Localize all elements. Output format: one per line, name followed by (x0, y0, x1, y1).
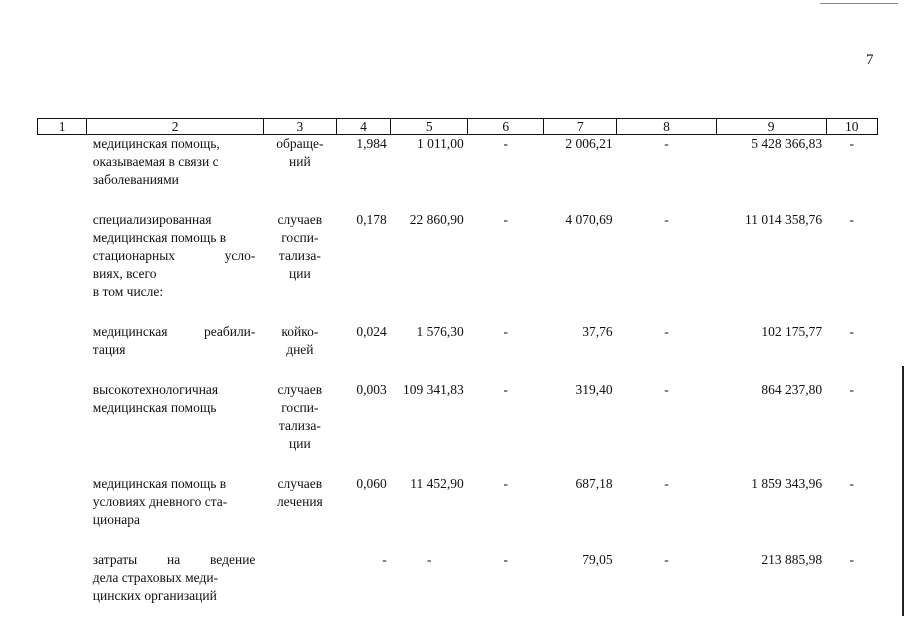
table-row (38, 381, 878, 453)
cell-col7: 319,40 (575, 382, 613, 397)
row-unit: случаев госпи- тализа- ции (277, 382, 323, 451)
cell-col7: 2 006,21 (565, 136, 613, 151)
row-name: специализированная медицинская помощь в стационарных усло- виях, всего в том числе: (92, 212, 256, 299)
column-number-row (38, 119, 878, 135)
page-number: 7 (866, 52, 874, 68)
column-header: 6 (468, 119, 544, 135)
scan-edge (902, 366, 904, 616)
column-header: 10 (826, 119, 877, 135)
column-header: 4 (336, 119, 390, 135)
cell-col10: - (849, 212, 855, 227)
row-name: медицинская помощь, оказываемая в связи с заболеваниями (92, 136, 220, 187)
cell-col10: - (849, 552, 855, 567)
row-unit: койко- дней (281, 324, 319, 357)
cell-col9: 102 175,77 (761, 324, 823, 339)
cell-col6: - (503, 324, 508, 339)
column-header: 1 (38, 119, 87, 135)
column-header: 5 (391, 119, 468, 135)
cell-col10: - (849, 476, 855, 491)
cell-col6: - (503, 552, 508, 567)
cell-col7: 4 070,69 (565, 212, 613, 227)
cell-col4: 0,178 (356, 212, 387, 227)
column-header: 3 (263, 119, 336, 135)
cell-col5: 1 011,00 (417, 136, 464, 151)
cell-col6: - (503, 382, 508, 397)
tariff-table (37, 118, 878, 605)
cell-col10: - (849, 382, 855, 397)
cell-col4: 0,024 (356, 324, 387, 339)
cell-col5: 22 860,90 (409, 212, 464, 227)
cell-col8: - (664, 476, 669, 491)
cell-col6: - (503, 212, 508, 227)
row-unit: случаев госпи- тализа- ции (277, 212, 323, 281)
cell-col5: 109 341,83 (403, 382, 464, 397)
row-unit (263, 551, 336, 605)
top-rule (820, 3, 898, 4)
cell-col7: 79,05 (582, 552, 613, 567)
row-name: медицинская помощь в условиях дневного ста- ционара (92, 476, 228, 527)
cell-col9: 1 859 343,96 (751, 476, 823, 491)
cell-col9: 213 885,98 (761, 552, 823, 567)
table-row (38, 475, 878, 529)
cell-col7: 687,18 (575, 476, 613, 491)
cell-col8: - (664, 136, 669, 151)
cell-col9: 864 237,80 (761, 382, 823, 397)
cell-col7: 37,76 (582, 324, 613, 339)
column-header: 2 (87, 119, 264, 135)
column-header: 7 (544, 119, 617, 135)
cell-col6: - (503, 136, 508, 151)
cell-col5: - (426, 552, 432, 567)
table-row (38, 135, 878, 190)
cell-col5: 1 576,30 (416, 324, 464, 339)
cell-col8: - (664, 324, 669, 339)
cell-col9: 5 428 366,83 (751, 136, 823, 151)
row-name: медицинская реабили- тация (92, 324, 256, 357)
cell-col10: - (849, 324, 855, 339)
cell-col4: 0,060 (356, 476, 387, 491)
table-row (38, 551, 878, 605)
cell-col10: - (849, 136, 855, 151)
cell-col5: 11 452,90 (410, 476, 464, 491)
cell-col8: - (664, 382, 669, 397)
cell-col4: - (382, 552, 387, 567)
cell-col8: - (664, 552, 669, 567)
cell-col8: - (664, 212, 669, 227)
table-row (38, 211, 878, 301)
table-row (38, 323, 878, 359)
row-name: высокотехнологичная медицинская помощь (92, 382, 219, 415)
cell-col9: 11 014 358,76 (744, 212, 823, 227)
row-unit: случаев лечения (276, 476, 323, 509)
cell-col4: 1,984 (356, 136, 387, 151)
column-header: 9 (716, 119, 826, 135)
column-header: 8 (617, 119, 717, 135)
cell-col4: 0,003 (356, 382, 387, 397)
row-unit: обраще- ний (276, 136, 324, 169)
cell-col6: - (503, 476, 508, 491)
row-name: затраты на ведение дела страховых меди- цинских организаций (92, 552, 256, 603)
